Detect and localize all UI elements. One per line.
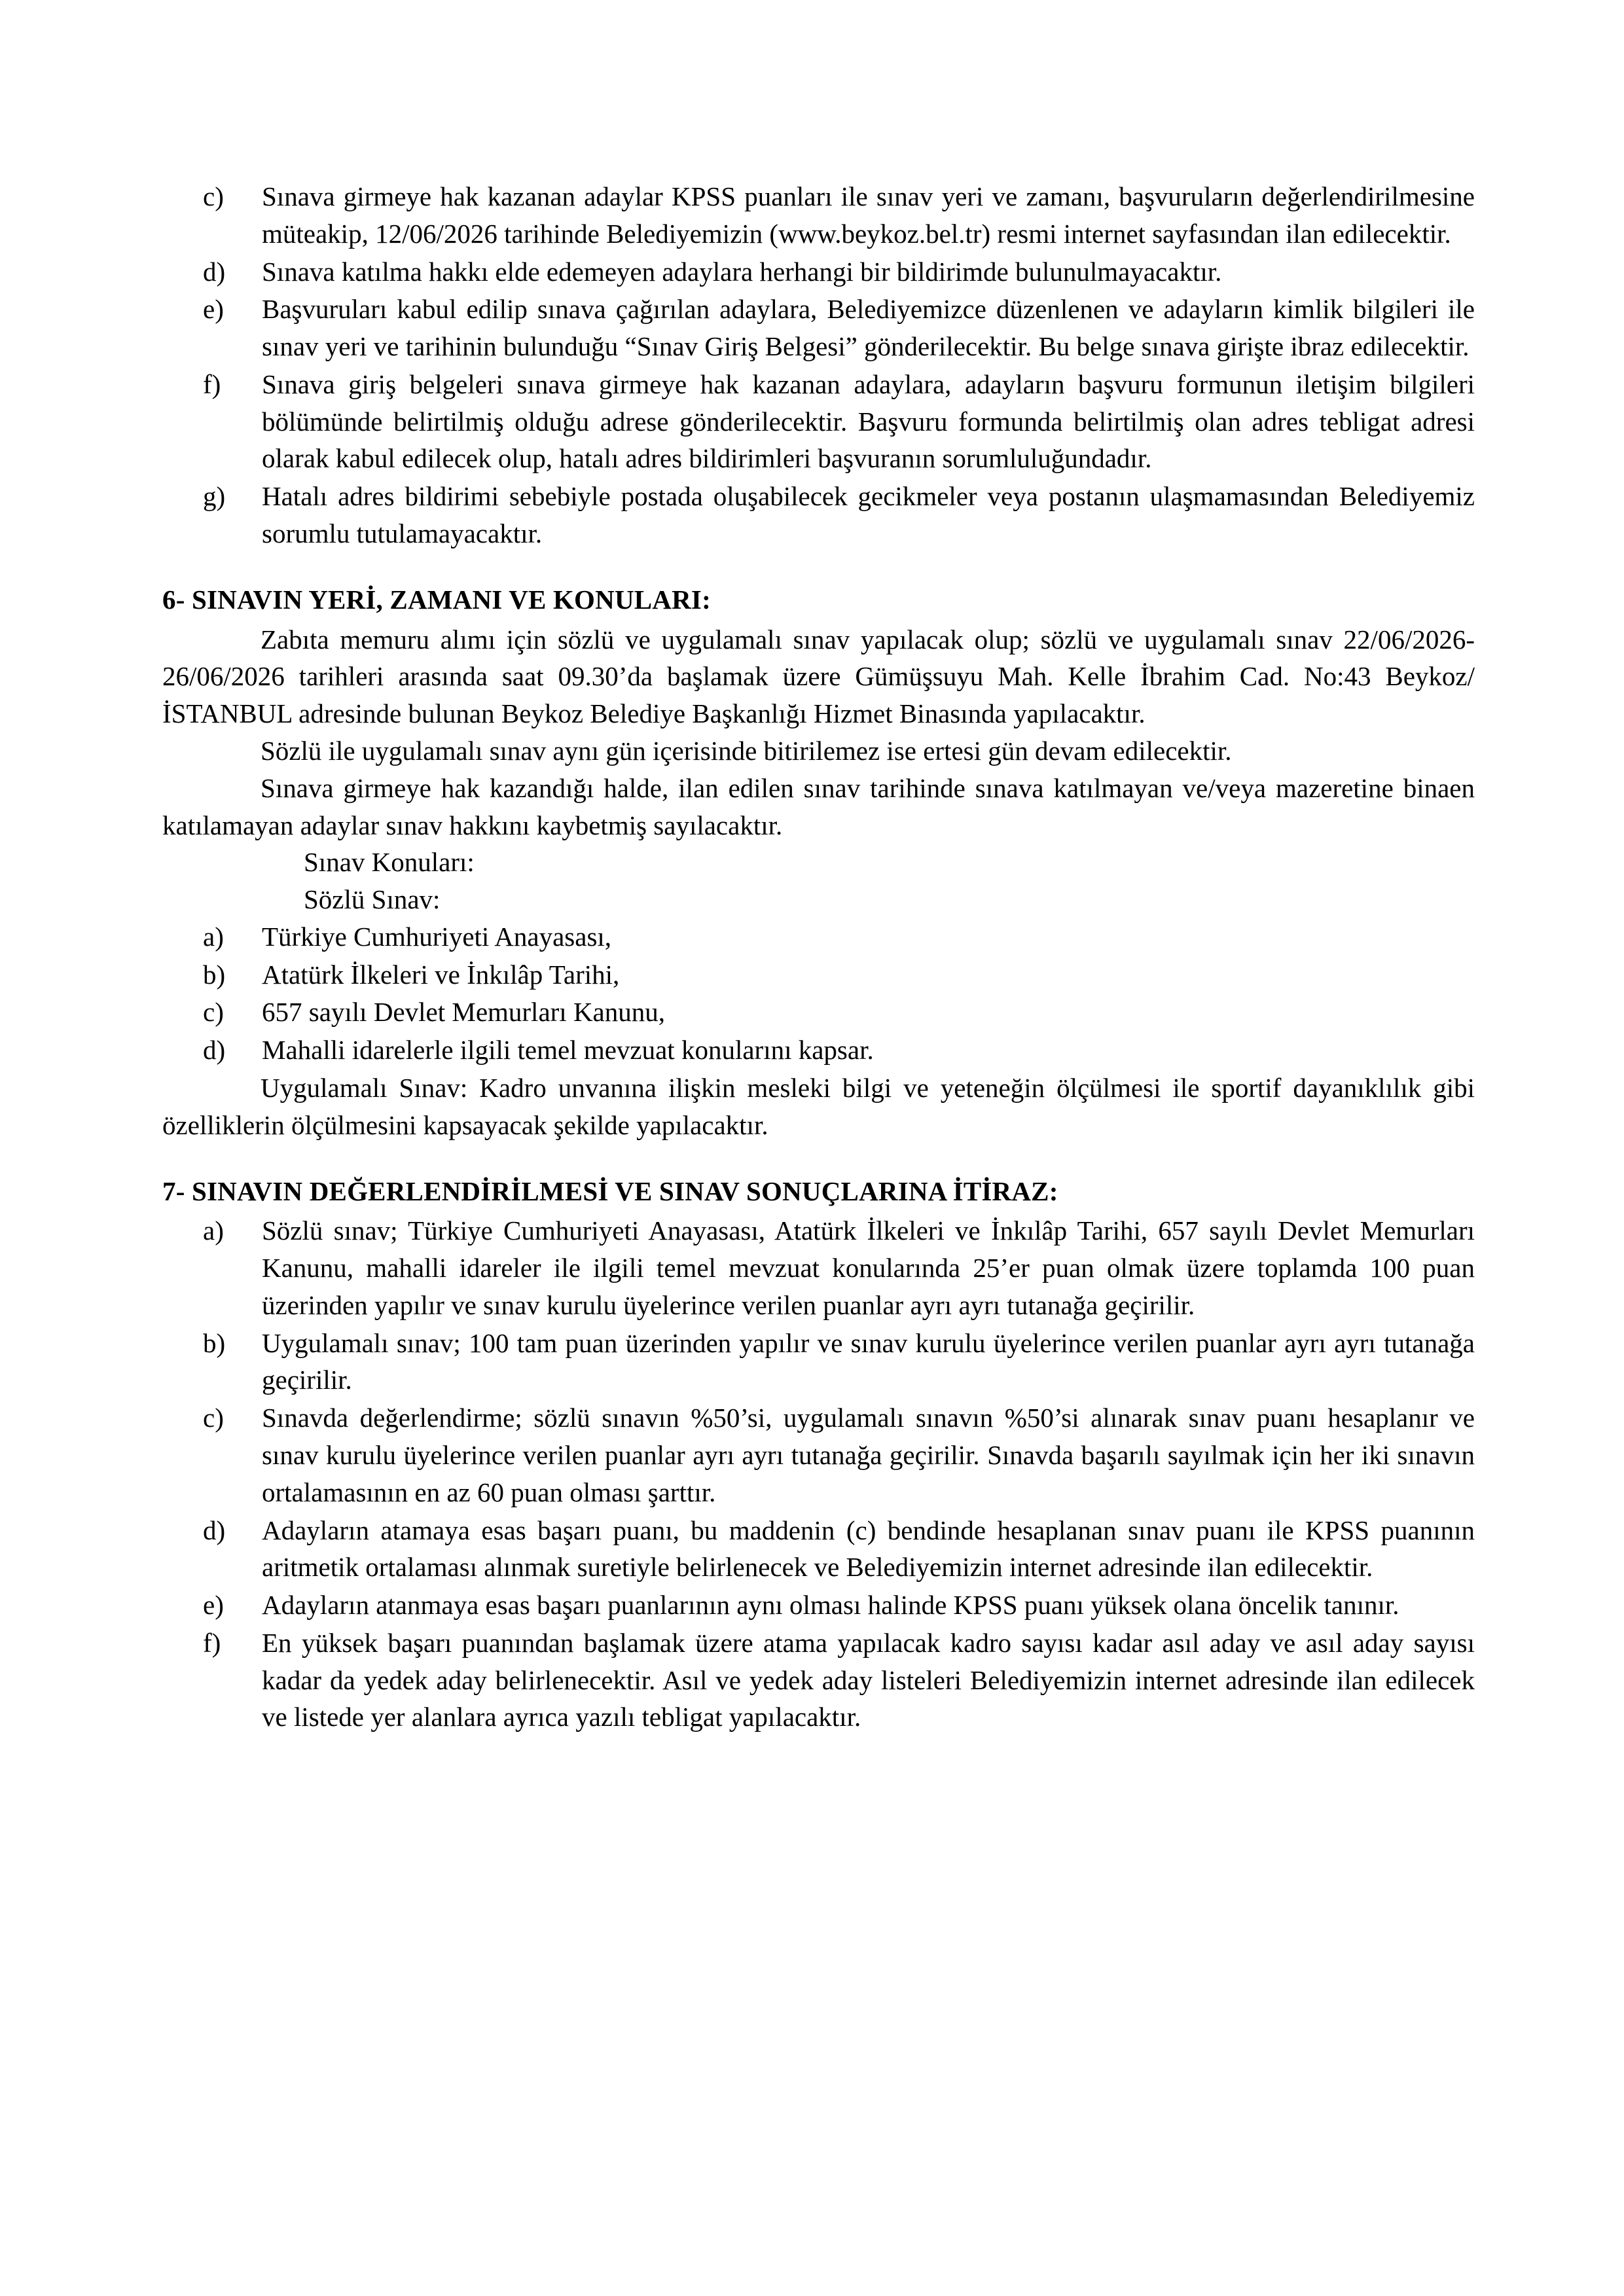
list-section-7 [162, 1212, 1475, 1736]
list-item [162, 366, 1475, 477]
list-marker: f) [203, 1627, 221, 1658]
list-item-text: Adayların atanmaya esas başarı puanlarının aynı olması halinde KPSS puanı yüksek olana öncelik tanınır. [262, 1590, 1399, 1621]
list-item [162, 1512, 1475, 1587]
section-6-paragraph-1: Zabıta memuru alımı için sözlü ve uygulamalı sınav yapılacak olup; sözlü ve uygulamalı sınav 22/06/2026-26/06/2026 tarihleri arasında saat 09.30’da başlamak üzere Gümüşsuyu Mah. Kelle İbrahim Cad. No:43 Beykoz/İSTANBUL adresinde bulunan Beykoz Belediye Başkanlığı Hizmet Binasında yapılacaktır. [162, 624, 1475, 729]
list-item-text: Sınavda değerlendirme; sözlü sınavın %50’si, uygulamalı sınavın %50’si alınarak sınav puanı hesaplanır ve sınav kurulu üyelerince verilen puanlar ayrı ayrı tutanağa geçirilir. Sınavda başarılı sayılmak için her iki sınavın ortalamasının en az 60 puan olması şarttır. [262, 1403, 1475, 1507]
list-item [162, 478, 1475, 552]
list-item [162, 1624, 1475, 1736]
list-exam-topics [162, 918, 1475, 1069]
list-marker: b) [203, 959, 226, 990]
section-6-paragraph-2: Sözlü ile uygulamalı sınav aynı gün içerisinde bitirilemez ise ertesi gün devam edilecektir. [261, 735, 1232, 766]
list-item-text: Başvuruları kabul edilip sınava çağırılan adaylara, Belediyemizce düzenlenen ve adayların kimlik bilgileri ile sınav yeri ve tarihinin bulunduğu “Sınav Giriş Belgesi” gönderilecektir. Bu belge sınava girişte ibraz edilecektir. [262, 294, 1475, 362]
list-marker: g) [203, 481, 226, 512]
list-section-5-continued [162, 178, 1475, 552]
list-item [162, 1399, 1475, 1511]
exam-topics-label: Sınav Konuları: [304, 847, 475, 878]
list-item-text: Uygulamalı sınav; 100 tam puan üzerinden yapılır ve sınav kurulu üyelerince verilen puanlar ayrı ayrı tutanağa geçirilir. [262, 1327, 1475, 1395]
list-item-text: Sözlü sınav; Türkiye Cumhuriyeti Anayasası, Atatürk İlkeleri ve İnkılâp Tarihi, 657 sayılı Devlet Memurları Kanunu, mahalli idareler ile ilgili temel mevzuat konularında 25’er puan olmak üzere toplamda 100 puan üzerinden yapılır ve sınav kurulu üyelerince verilen puanlar ayrı ayrı tutanağa geçirilir. [262, 1215, 1475, 1320]
list-item [162, 291, 1475, 365]
list-item-text: Adayların atamaya esas başarı puanı, bu maddenin (c) bendinde hesaplanan sınav puanı ile KPSS puanının aritmetik ortalaması alınmak suretiyle belirlenecek ve Belediyemizin internet adresinde ilan edilecektir. [262, 1515, 1475, 1583]
list-marker: e) [203, 1590, 224, 1621]
list-item-text: Sınava katılma hakkı elde edemeyen adaylara herhangi bir bildirimde bulunulmayacaktır. [262, 256, 1222, 287]
list-item-text: Hatalı adres bildirimi sebebiyle postada oluşabilecek gecikmeler veya postanın ulaşmamasından Belediyemiz sorumlu tutulamayacaktır. [262, 481, 1475, 549]
list-marker: c) [203, 1403, 224, 1433]
list-marker: e) [203, 294, 224, 325]
list-marker: f) [203, 368, 221, 399]
list-item-text: Türkiye Cumhuriyeti Anayasası, [262, 921, 612, 952]
list-marker: d) [203, 256, 226, 287]
oral-exam-label: Sözlü Sınav: [304, 884, 441, 915]
list-item-text: Mahalli idarelerle ilgili temel mevzuat konularını kapsar. [262, 1035, 874, 1066]
section-6-heading: 6- SINAVIN YERİ, ZAMANI VE KONULARI: [162, 584, 711, 615]
list-item-text: Sınava giriş belgeleri sınava girmeye hak kazanan adaylara, adayların başvuru formunun iletişim bilgileri bölümünde belirtilmiş olduğu adrese gönderilecektir. Başvuru formunda belirtilmiş olan adres tebligat adresi olarak kabul edilecek olup, hatalı adres bildirimleri başvuranın sorumluluğundadır. [262, 368, 1475, 474]
document-body [162, 178, 1475, 1736]
list-marker: a) [203, 1215, 224, 1246]
list-item-text: Atatürk İlkeleri ve İnkılâp Tarihi, [262, 959, 620, 990]
list-item [162, 994, 1475, 1031]
list-item [162, 918, 1475, 956]
list-marker: b) [203, 1327, 226, 1358]
list-marker: a) [203, 921, 224, 952]
list-marker: c) [203, 181, 224, 211]
section-6-paragraph-3: Sınava girmeye hak kazandığı halde, ilan edilen sınav tarihinde sınava katılmayan ve/veya mazeretine binaen katılamayan adaylar sınav hakkını kaybetmiş sayılacaktır. [162, 772, 1475, 840]
list-item-text: Sınava girmeye hak kazanan adaylar KPSS puanları ile sınav yeri ve zamanı, başvuruların değerlendirilmesine müteakip, 12/06/2026 tarihinde Belediyemizin (www.beykoz.bel.tr) resmi internet sayfasından ilan edilecektir. [262, 181, 1475, 249]
practical-exam-paragraph: Uygulamalı Sınav: Kadro unvanına ilişkin mesleki bilgi ve yeteneğin ölçülmesi ile sportif dayanıklılık gibi özelliklerin ölçülmesini kapsayacak şekilde yapılacaktır. [162, 1072, 1475, 1140]
list-item [162, 956, 1475, 994]
list-item [162, 1325, 1475, 1399]
list-item [162, 253, 1475, 291]
list-item [162, 1031, 1475, 1069]
list-marker: c) [203, 997, 224, 1028]
list-item-text: En yüksek başarı puanından başlamak üzere atama yapılacak kadro sayısı kadar asıl aday ve asıl aday sayısı kadar da yedek aday belirlenecektir. Asıl ve yedek aday listeleri Belediyemizin internet adresinde ilan edilecek ve listede yer alanlara ayrıca yazılı tebligat yapılacaktır. [262, 1627, 1475, 1732]
list-marker: d) [203, 1035, 226, 1066]
list-item-text: 657 sayılı Devlet Memurları Kanunu, [262, 997, 666, 1028]
list-item [162, 1212, 1475, 1323]
list-marker: d) [203, 1515, 226, 1545]
list-item [162, 178, 1475, 253]
section-7-heading: 7- SINAVIN DEĞERLENDİRİLMESİ VE SINAV SONUÇLARINA İTİRAZ: [162, 1175, 1058, 1206]
list-item [162, 1587, 1475, 1624]
